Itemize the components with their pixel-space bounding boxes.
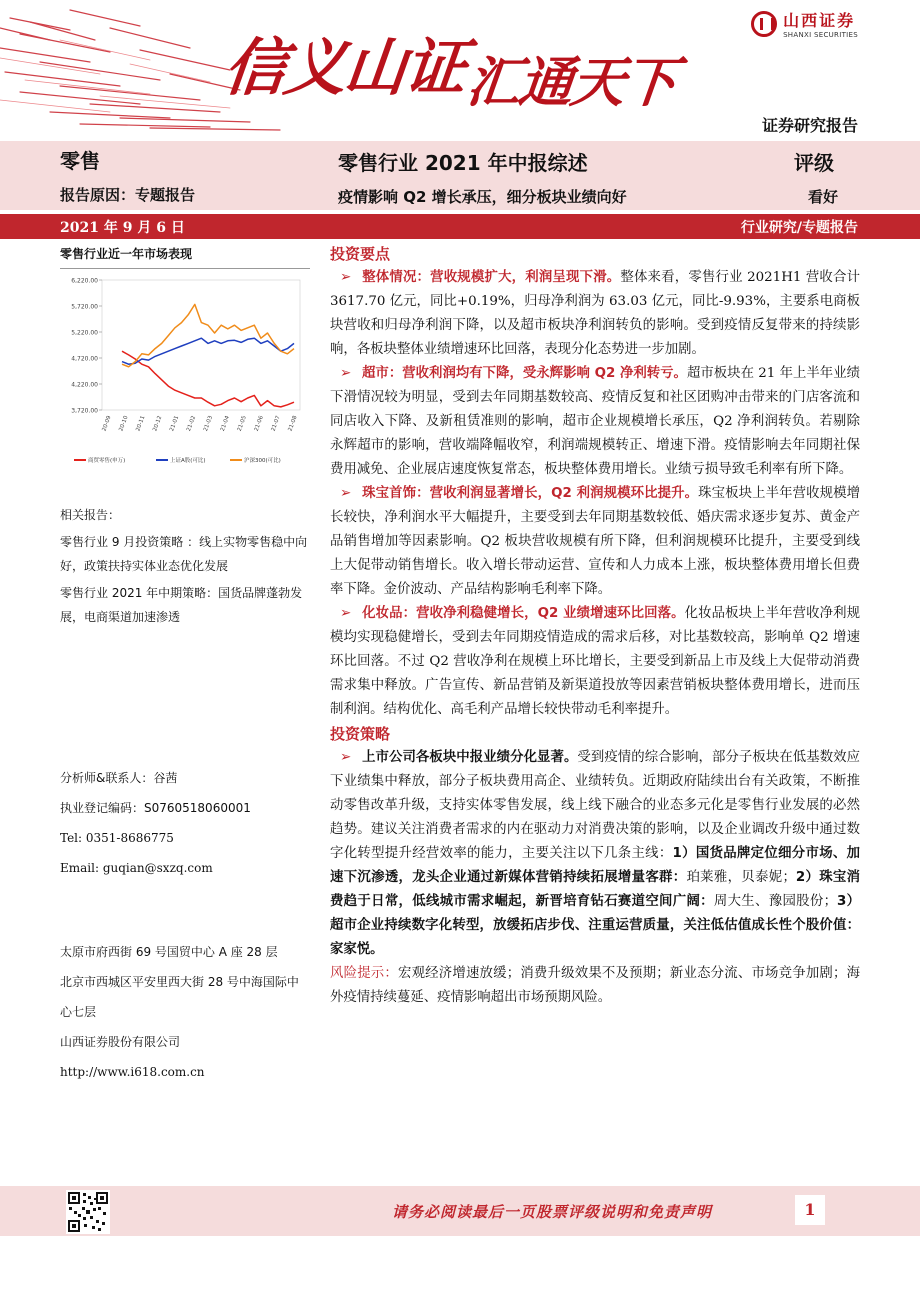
paragraph-text: 整体来看，零售行业 2021H1 营收合计 3617.70 亿元，同比+0.19%，归母净利润为 63.03 亿元，同比-9.93%，主要系电商板块营收和归母净利润下降，以及超市板块净利润转负的影响。受到疫情反复带来的持续影响，各板块整体业绩增速环比回落，表现分化态势进一步加剧。 (330, 270, 861, 357)
analyst-registration: 执业登记编码：S0760518060001 (60, 801, 251, 815)
report-subtitle: 疫情影响 Q2 增长承压，细分板块业绩向好 (338, 188, 627, 206)
strategy-line-2: 2）珠宝消费趋于日常，低线城市需求崛起，新晋培育钻石赛道空间广阔： (330, 870, 861, 909)
strategy-picks-1: 珀莱雅，贝泰妮； (686, 870, 796, 885)
y-tick-label: 4,220.00 (71, 381, 98, 389)
analyst-info (60, 763, 310, 883)
logo-name-cn: 山西证券 (783, 11, 856, 30)
arrow-bullet-icon: ➢ (340, 606, 352, 621)
rating-label: 评级 (794, 151, 834, 175)
report-title: 零售行业 2021 年中报综述 (338, 151, 588, 175)
banner (0, 0, 920, 140)
company-name: 山西证券股份有限公司 (60, 1035, 181, 1049)
logo-icon (751, 11, 777, 37)
x-tick-label: 21-08 (287, 415, 299, 433)
footer-disclaimer: 请务必阅读最后一页股票评级说明和免责声明 (392, 1203, 713, 1221)
arrow-bullet-icon: ➢ (340, 750, 352, 765)
risk-text: 宏观经济增速放缓；消费升级效果不及预期；新业态分流、市场竞争加剧；海外疫情持续蔓延、疫情影响超出市场预期风险。 (330, 966, 861, 1005)
market-performance-chart (60, 270, 310, 470)
report-category: 行业研究/专题报告 (740, 220, 858, 236)
address-taiyuan: 太原市府西街 69 号国贸中心 A 座 28 层 (60, 945, 278, 959)
paragraph-lead: 超市：营收利润均有下降，受永辉影响 Q2 净利转亏。 (362, 366, 687, 381)
rating-value: 看好 (808, 188, 839, 206)
strategy-line-1: 1）国货品牌定位细分市场、加速下沉渗透，龙头企业通过新媒体营销持续拓展增量客群： (330, 846, 860, 885)
x-tick-label: 21-02 (186, 415, 198, 433)
x-tick-label: 20-10 (118, 415, 130, 433)
market-chart-panel (60, 245, 310, 464)
legend-label: 商贸零售(申万) (88, 458, 126, 464)
legend-label: 沪深300(可比) (244, 458, 281, 464)
paragraph-text: 超市板块在 21 年上半年业绩下滑情况较为明显，受到去年同期基数较高、疫情反复和社区团购冲击带来的门店客流和同店收入下降、及新租赁准则的影响，超市企业规模增长承压，Q2 净利润转负。若剔除永辉超市的影响，营收端降幅收窄，利润端规模转正、增速下滑。疫情影响去年同期社保费用减免、企业展店速度恢复常态，板块整体费用增长。业绩亏损导致毛利率有所下降。 (330, 366, 860, 477)
y-tick-label: 3,720.00 (71, 407, 98, 415)
logo-name-en: SHANXI SECURITIES (783, 31, 858, 39)
related-reports (60, 503, 310, 632)
paragraph-lead: 上市公司各板块中报业绩分化显著。 (362, 750, 578, 765)
paragraph-risk (330, 962, 860, 1010)
risk-label: 风险提示： (330, 966, 398, 981)
x-tick-label: 21-03 (202, 415, 215, 433)
report-date: 2021 年 9 月 6 日 (60, 220, 185, 236)
analyst-name: 分析师&联系人：谷茜 (60, 771, 178, 785)
arrow-bullet-icon: ➢ (340, 366, 352, 381)
paragraph-lead: 整体情况：营收规模扩大，利润呈现下滑。 (362, 270, 621, 285)
company-address (60, 937, 310, 1087)
arrow-bullet-icon: ➢ (340, 270, 352, 285)
slogan-part-2: 汇通天下 (463, 50, 679, 114)
arrow-bullet-icon: ➢ (340, 486, 352, 501)
paragraph-jewelry (330, 482, 860, 602)
report-reason: 报告原因：专题报告 (60, 186, 196, 204)
analyst-email[interactable]: Email: guqian@sxzq.com (60, 861, 213, 875)
y-tick-label: 5,220.00 (71, 329, 98, 337)
x-tick-label: 20-12 (152, 415, 164, 433)
main-content (330, 243, 860, 1010)
paragraph-lead: 珠宝首饰：营收利润显著增长，Q2 利润规模环比提升。 (362, 486, 699, 501)
paragraph-strategy (330, 746, 860, 962)
related-report-item[interactable]: 零售行业 2021 年中期策略：国货品牌蓬勃发展，电商渠道加速渗透 (60, 586, 303, 624)
series-line (122, 338, 294, 364)
paragraph-text: 化妆品板块上半年营收净利规模均实现稳健增长，受到去年同期疫情造成的需求后移，对比基数较高，影响单 Q2 增速环比回落。不过 Q2 营收净利在规模上环比增长，主要受到新品上市及线上大促带动消费需求集中释放。广告宣传、新品营销及新渠道投放等因素营销板块整体费用增长，进而压制利润。结构优化、高毛利产品增长较快带动毛利率提升。 (330, 606, 860, 717)
qr-code-graphic (68, 1192, 108, 1232)
strategy-picks-2: 周大生、豫园股份； (713, 894, 837, 909)
x-tick-label: 20-11 (135, 415, 147, 433)
paragraph-supermarket (330, 362, 860, 482)
slogan-part-1: 信义山证 (220, 31, 469, 104)
x-tick-label: 21-07 (270, 415, 282, 433)
section-title-highlights: 投资要点 (330, 245, 391, 263)
legend-label: 上证A股(可比) (170, 458, 206, 464)
y-tick-label: 4,720.00 (71, 355, 98, 363)
paragraph-text: 珠宝板块上半年营收规模增长较快，净利润水平大幅提升，主要受到去年同期基数较低、婚庆需求逐步复苏、黄金产品销售增加等因素影响。Q2 板块营收规模有所下降，但利润规模环比提升，主要受到线上大促带动销售增长。收入增长带动运营、宣传和人力成本上涨，板块整体费用增长但费率下降。金价波动、产品结构影响毛利率下降。 (330, 486, 860, 597)
sector-label: 零售 (60, 149, 100, 173)
x-tick-label: 21-06 (253, 415, 265, 433)
chart-title: 零售行业近一年市场表现 (60, 245, 310, 269)
qr-code-icon (66, 1190, 110, 1234)
y-tick-label: 5,720.00 (71, 303, 98, 311)
page-number: 1 (795, 1195, 825, 1225)
y-tick-label: 6,220.00 (71, 277, 98, 285)
chart-container (60, 270, 310, 470)
paragraph-overall (330, 266, 860, 362)
related-heading: 相关报告： (60, 508, 121, 522)
x-tick-label: 21-01 (169, 415, 181, 433)
address-beijing: 北京市西城区平安里西大街 28 号中海国际中心七层 (60, 975, 299, 1019)
date-bar (0, 214, 920, 239)
report-type: 证券研究报告 (761, 116, 858, 135)
paragraph-text: 受到疫情的综合影响，部分子板块在低基数效应下业绩集中释放，部分子板块费用高企、业绩转负。近期政府陆续出台有关政策，不断推动零售改革升级，支持实体零售发展，线上线下融合的业态多元化是零售行业发展的必然趋势。建议关注消费者需求的内在驱动力对消费决策的影响，以及企业调改升级中通过数字化转型提升经营效率的能力，主要关注以下几条主线： (330, 750, 861, 861)
company-logo (751, 8, 858, 39)
plot-frame (102, 280, 300, 410)
paragraph-cosmetics (330, 602, 860, 722)
series-line (122, 304, 294, 366)
slogan (220, 18, 681, 114)
section-title-strategy: 投资策略 (330, 725, 391, 743)
strategy-line-3: 3）超市企业持续数字化转型，放缓拓店步伐、注重运营质量，关注低估值成长性个股价值：家家悦。 (330, 894, 860, 957)
company-url[interactable]: http://www.i618.com.cn (60, 1065, 205, 1079)
analyst-tel: Tel: 0351-8686775 (60, 831, 174, 845)
related-report-item[interactable]: 零售行业 9 月投资策略 ：线上实物零售稳中向好，政策扶持实体业态优化发展 (60, 535, 308, 573)
x-tick-label: 20-09 (101, 415, 113, 433)
paragraph-lead: 化妆品：营收净利稳健增长，Q2 业绩增速环比回落。 (362, 606, 685, 621)
x-tick-label: 21-05 (236, 415, 248, 433)
x-tick-label: 21-04 (219, 415, 231, 433)
